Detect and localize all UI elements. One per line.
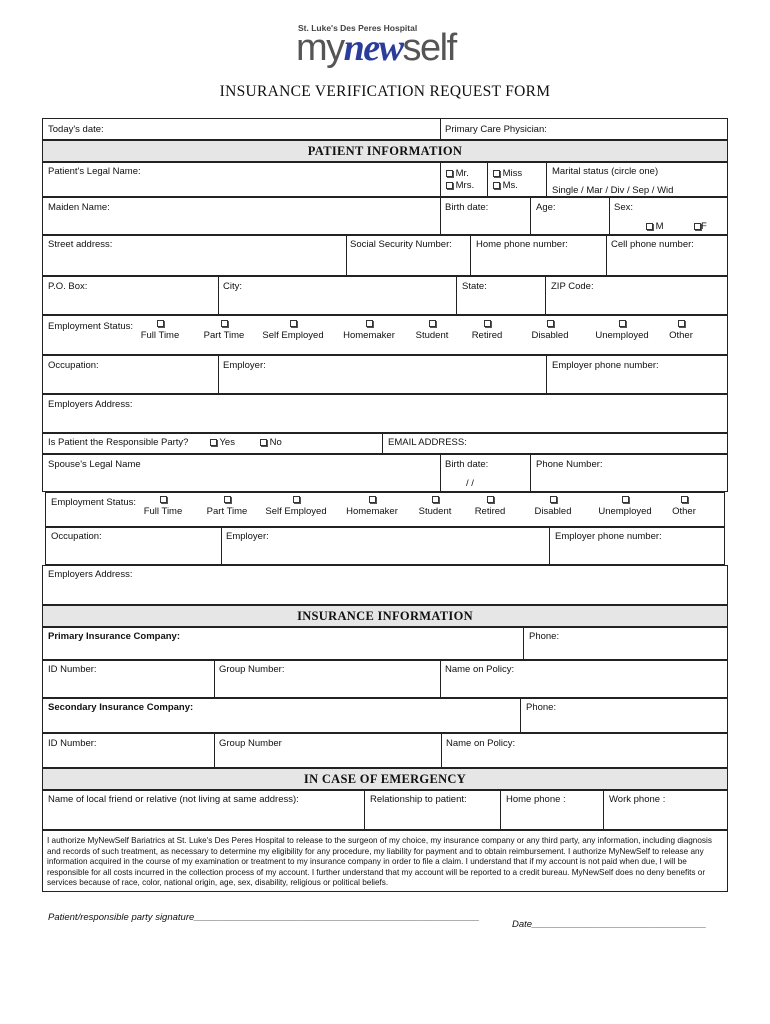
sex-f-checkbox[interactable] xyxy=(694,223,701,230)
spouse-employment-option-option-label: Disabled xyxy=(534,506,572,517)
top-row xyxy=(42,118,728,140)
ms-checkbox[interactable] xyxy=(493,182,500,189)
spouse-birth-field[interactable]: Birth date: xyxy=(445,459,489,470)
city-field[interactable]: City: xyxy=(223,281,242,292)
spouse-employment-option-checkbox[interactable] xyxy=(622,496,629,503)
sex-m-checkbox[interactable] xyxy=(646,223,653,230)
employment-option-option-label: Retired xyxy=(471,330,503,341)
home-phone-field[interactable]: Home phone number: xyxy=(476,239,568,250)
employment-option-option-label: Part Time xyxy=(203,330,245,341)
insurance-heading: INSURANCE INFORMATION xyxy=(297,609,473,623)
employment-option-option-label: Student xyxy=(415,330,449,341)
spouse-employment-option-checkbox[interactable] xyxy=(432,496,439,503)
spouse-employment-option-checkbox[interactable] xyxy=(681,496,688,503)
employer-phone-field[interactable]: Employer phone number: xyxy=(552,360,659,371)
spouse-birth-slashes: / / xyxy=(466,478,474,489)
secondary-phone-field[interactable]: Phone: xyxy=(526,702,557,713)
emergency-home-phone-field[interactable]: Home phone : xyxy=(506,794,566,805)
hospital-name: St. Luke's Des Peres Hospital xyxy=(298,23,418,33)
po-box-field[interactable]: P.O. Box: xyxy=(48,281,88,292)
responsible-no[interactable]: No xyxy=(260,437,282,448)
pcp-field[interactable]: Primary Care Physician: xyxy=(445,124,547,135)
spouse-employment-option-option-label: Self Employed xyxy=(265,506,327,517)
brand-logo xyxy=(296,26,456,70)
brand-new: new xyxy=(343,27,403,69)
employer-address-field[interactable]: Employers Address: xyxy=(48,399,133,410)
employment-option-option-label: Disabled xyxy=(531,330,569,341)
spouse-employment-option-part-time[interactable] xyxy=(187,496,267,517)
email-field[interactable]: EMAIL ADDRESS: xyxy=(388,437,467,448)
brand-pre: my xyxy=(296,27,344,69)
employment-status-label: Employment Status: xyxy=(48,321,134,332)
mrs-checkbox[interactable] xyxy=(446,182,453,189)
spouse-employment-option-self-employed[interactable] xyxy=(256,496,336,517)
employment-option-part-time[interactable] xyxy=(184,320,264,341)
spouse-employment-option-option-label: Other xyxy=(672,506,696,517)
employment-option-option-label: Homemaker xyxy=(343,330,395,341)
emergency-heading: IN CASE OF EMERGENCY xyxy=(303,772,467,786)
emergency-relationship-field[interactable]: Relationship to patient: xyxy=(370,794,467,805)
street-address-field[interactable]: Street address: xyxy=(48,239,113,250)
sex-f[interactable]: F xyxy=(694,221,707,232)
spouse-name-field[interactable]: Spouse's Legal Name xyxy=(48,459,141,470)
signature-line[interactable]: Patient/responsible party signature______________________________________________________ xyxy=(48,912,480,923)
form-title: INSURANCE VERIFICATION REQUEST FORM xyxy=(219,83,551,100)
occupation-field[interactable]: Occupation: xyxy=(48,360,99,371)
spouse-occupation-field[interactable]: Occupation: xyxy=(51,531,102,542)
employment-option-checkbox[interactable] xyxy=(619,320,626,327)
responsible-yes[interactable]: Yes xyxy=(210,437,235,448)
spouse-employment-option-disabled[interactable] xyxy=(513,496,593,517)
spouse-employment-option-option-label: Unemployed xyxy=(598,506,652,517)
age-field[interactable]: Age: xyxy=(536,202,556,213)
employment-option-checkbox[interactable] xyxy=(157,320,164,327)
spouse-employment-option-option-label: Part Time xyxy=(206,506,248,517)
ssn-field[interactable]: Social Security Number: xyxy=(350,239,452,250)
title-ms[interactable]: Ms. xyxy=(493,180,518,191)
employment-option-checkbox[interactable] xyxy=(366,320,373,327)
cell-phone-field[interactable]: Cell phone number: xyxy=(611,239,694,250)
employment-option-checkbox[interactable] xyxy=(290,320,297,327)
title-miss[interactable]: Miss xyxy=(493,168,522,179)
spouse-employment-option-option-label: Full Time xyxy=(143,506,183,517)
legal-name-field[interactable]: Patient's Legal Name: xyxy=(48,166,141,177)
primary-insurance-field[interactable]: Primary Insurance Company: xyxy=(48,631,180,642)
employment-option-other[interactable] xyxy=(641,320,721,341)
employment-option-checkbox[interactable] xyxy=(678,320,685,327)
spouse-employment-status-label: Employment Status: xyxy=(51,497,137,508)
employment-option-option-label: Unemployed xyxy=(595,330,649,341)
miss-checkbox[interactable] xyxy=(493,170,500,177)
marital-options[interactable]: Single / Mar / Div / Sep / Wid xyxy=(552,185,674,196)
primary-id-field[interactable]: ID Number: xyxy=(48,664,97,675)
employment-option-self-employed[interactable] xyxy=(253,320,333,341)
spouse-employment-option-checkbox[interactable] xyxy=(224,496,231,503)
authorization-text: I authorize MyNewSelf Bariatrics at St. Luke's Des Peres Hospital to release to the surgeon of my choice, my insurance company or any third party, any information, including diagnosis and records of such treatment, as necessary to determine my eligibility for any procedure, my liability for payment and to obtain reimbursement. I authorize MyNewSelf to release any information acquired in the course of my examination or treatment to my insurance company in order to file a claim. I understand that if my account is not paid when due, I will be responsible for all costs incurred in the collection process of my account. I further understand that my account will be reported to a credit bureau. MyNewSelf does no deny benefits or services because of race, color, national origin, age, sex, disability, religious or political beliefs. xyxy=(47,836,712,888)
employment-option-checkbox[interactable] xyxy=(221,320,228,327)
spouse-employment-option-other[interactable] xyxy=(644,496,724,517)
yes-checkbox[interactable] xyxy=(210,439,217,446)
state-field[interactable]: State: xyxy=(462,281,487,292)
secondary-policy-name-field[interactable]: Name on Policy: xyxy=(446,738,516,749)
title-mrs[interactable]: Mrs. xyxy=(446,180,474,191)
spouse-phone-field[interactable]: Phone Number: xyxy=(536,459,603,470)
spouse-employment-option-option-label: Homemaker xyxy=(346,506,398,517)
title-mr[interactable]: Mr. xyxy=(446,168,469,179)
employer-field[interactable]: Employer: xyxy=(223,360,266,371)
patient-heading: PATIENT INFORMATION xyxy=(307,144,463,158)
emergency-contact-field[interactable]: Name of local friend or relative (not living at same address): xyxy=(48,794,299,805)
emergency-work-phone-field[interactable]: Work phone : xyxy=(609,794,666,805)
spouse-employment-option-option-label: Student xyxy=(418,506,452,517)
date-line[interactable]: Date_________________________________ xyxy=(512,919,707,930)
spouse-employer-address-field[interactable]: Employers Address: xyxy=(48,569,133,580)
employment-option-option-label: Self Employed xyxy=(262,330,324,341)
spouse-employment-option-checkbox[interactable] xyxy=(160,496,167,503)
employment-option-checkbox[interactable] xyxy=(484,320,491,327)
primary-phone-field[interactable]: Phone: xyxy=(529,631,560,642)
secondary-insurance-field[interactable]: Secondary Insurance Company: xyxy=(48,702,194,713)
employment-option-option-label: Full Time xyxy=(140,330,180,341)
sex-m[interactable]: M xyxy=(646,221,664,232)
todays-date-field[interactable]: Today's date: xyxy=(48,124,104,135)
secondary-group-field[interactable]: Group Number xyxy=(219,738,282,749)
employment-option-option-label: Other xyxy=(669,330,693,341)
spouse-employment-option-option-label: Retired xyxy=(474,506,506,517)
mr-checkbox[interactable] xyxy=(446,170,453,177)
no-checkbox[interactable] xyxy=(260,439,267,446)
spouse-employment-option-checkbox[interactable] xyxy=(293,496,300,503)
spouse-employment-option-checkbox[interactable] xyxy=(487,496,494,503)
sex-label: Sex: xyxy=(614,202,634,213)
employment-option-checkbox[interactable] xyxy=(547,320,554,327)
marital-label: Marital status (circle one) xyxy=(552,166,659,177)
primary-group-field[interactable]: Group Number: xyxy=(219,664,285,675)
primary-policy-name-field[interactable]: Name on Policy: xyxy=(445,664,515,675)
employment-option-checkbox[interactable] xyxy=(429,320,436,327)
secondary-id-field[interactable]: ID Number: xyxy=(48,738,97,749)
zip-field[interactable]: ZIP Code: xyxy=(551,281,594,292)
spouse-employment-option-checkbox[interactable] xyxy=(369,496,376,503)
birth-date-field[interactable]: Birth date: xyxy=(445,202,489,213)
spouse-employer-field[interactable]: Employer: xyxy=(226,531,269,542)
employment-option-disabled[interactable] xyxy=(510,320,590,341)
spouse-employment-option-checkbox[interactable] xyxy=(550,496,557,503)
responsible-party-label: Is Patient the Responsible Party? xyxy=(48,437,189,448)
maiden-name-field[interactable]: Maiden Name: xyxy=(48,202,110,213)
brand-post: self xyxy=(402,27,456,69)
spouse-employer-phone-field[interactable]: Employer phone number: xyxy=(555,531,662,542)
